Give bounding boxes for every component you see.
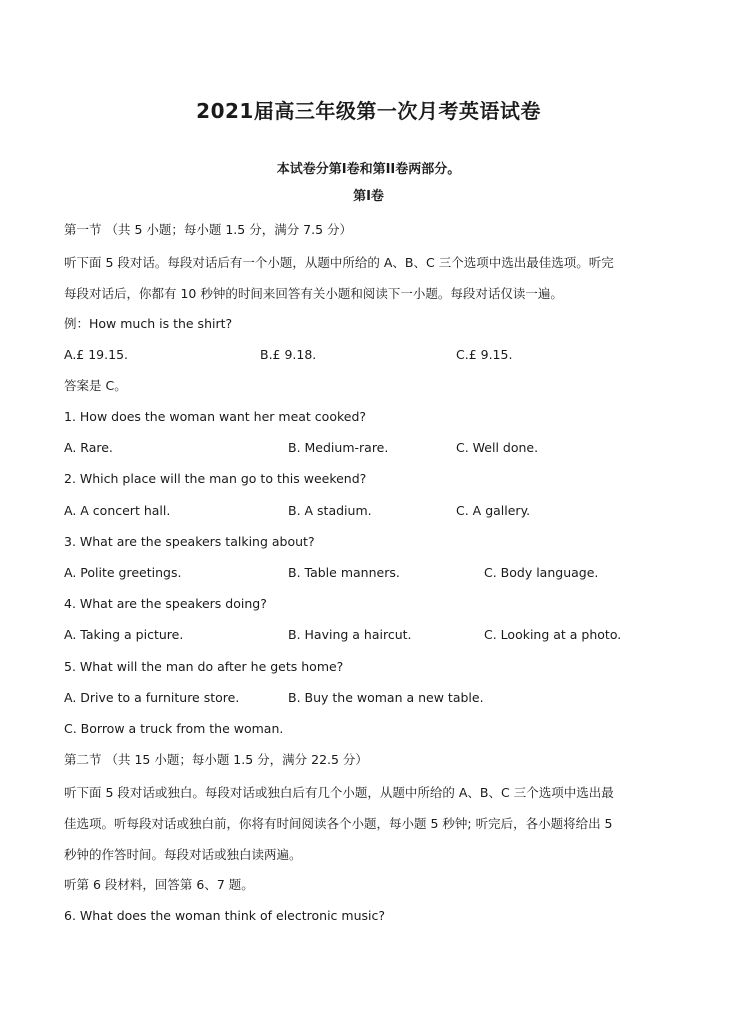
question-3: 3. What are the speakers talking about? (64, 534, 315, 549)
example-answer: 答案是 C。 (64, 378, 127, 393)
q2-option-c: C. A gallery. (456, 503, 531, 518)
q1-option-a: A. Rare. (64, 440, 113, 455)
page-title: 2021届高三年级第一次月考英语试卷 (196, 99, 541, 123)
material-note: 听第 6 段材料，回答第 6、7 题。 (64, 877, 254, 892)
section1-heading: 第一节 （共 5 小题；每小题 1.5 分，满分 7.5 分） (64, 222, 353, 237)
q1-option-b: B. Medium-rare. (288, 440, 389, 455)
question-5: 5. What will the man do after he gets home? (64, 659, 344, 674)
q4-option-a: A. Taking a picture. (64, 627, 184, 642)
example-option-b: B.£ 9.18. (260, 347, 317, 362)
question-1: 1. How does the woman want her meat cooked? (64, 409, 367, 424)
q2-option-a: A. A concert hall. (64, 503, 171, 518)
q4-option-b: B. Having a haircut. (288, 627, 412, 642)
instruction-line: 佳选项。听每段对话或独白前，你将有时间阅读各个小题，每小题 5 秒钟; 听完后，各小题将给出 5 (64, 816, 613, 831)
q2-option-b: B. A stadium. (288, 503, 372, 518)
question-4: 4. What are the speakers doing? (64, 596, 267, 611)
q5-option-c: C. Borrow a truck from the woman. (64, 721, 284, 736)
instruction-line: 听下面 5 段对话或独白。每段对话或独白后有几个小题，从题中所给的 A、B、C 三个选项中选出最 (64, 785, 614, 800)
q5-option-b: B. Buy the woman a new table. (288, 690, 484, 705)
subtitle: 本试卷分第I卷和第II卷两部分。 (276, 162, 461, 177)
q1-option-c: C. Well done. (456, 440, 539, 455)
q3-option-a: A. Polite greetings. (64, 565, 182, 580)
example-option-a: A.£ 19.15. (64, 347, 128, 362)
q3-option-b: B. Table manners. (288, 565, 400, 580)
q4-option-c: C. Looking at a photo. (484, 627, 622, 642)
q3-option-c: C. Body language. (484, 565, 599, 580)
section2-heading: 第二节 （共 15 小题；每小题 1.5 分，满分 22.5 分） (64, 752, 368, 767)
question-6: 6. What does the woman think of electronic music? (64, 908, 385, 923)
instruction-line: 听下面 5 段对话。每段对话后有一个小题，从题中所给的 A、B、C 三个选项中选出最佳选项。听完 (64, 255, 614, 270)
example-question: 例：How much is the shirt? (64, 316, 233, 331)
question-2: 2. Which place will the man go to this weekend? (64, 471, 367, 486)
example-option-c: C.£ 9.15. (456, 347, 513, 362)
q5-option-a: A. Drive to a furniture store. (64, 690, 240, 705)
part-label: 第I卷 (353, 189, 384, 204)
instruction-line: 秒钟的作答时间。每段对话或独白读两遍。 (64, 847, 302, 862)
instruction-line: 每段对话后，你都有 10 秒钟的时间来回答有关小题和阅读下一小题。每段对话仅读一遍。 (64, 286, 563, 301)
section1-instructions (64, 247, 676, 309)
section2-instructions (64, 777, 676, 870)
